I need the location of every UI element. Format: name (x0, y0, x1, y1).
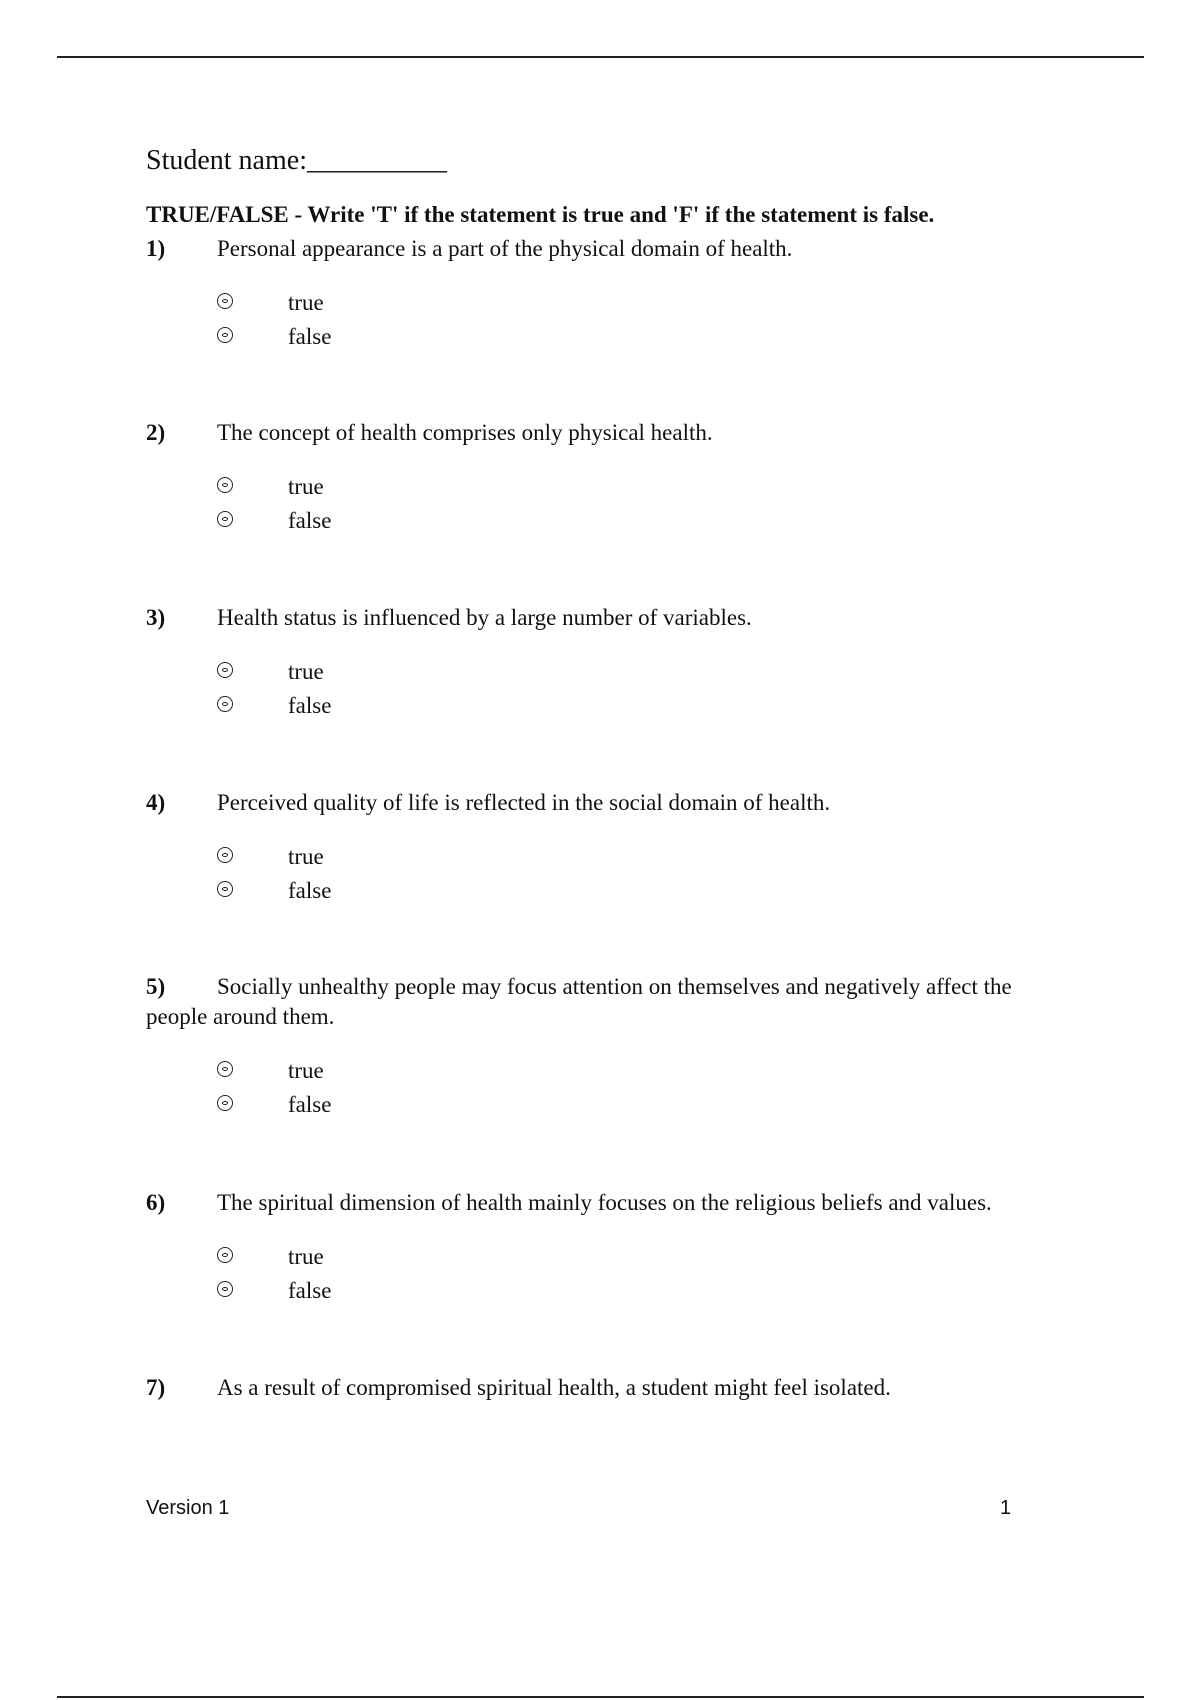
radio-button-icon[interactable] (217, 881, 233, 897)
question-2 (146, 418, 1086, 538)
footer-page-number: 1 (1000, 1497, 1012, 1519)
bottom-rule (57, 1696, 1144, 1698)
radio-button-icon[interactable] (217, 1247, 233, 1263)
question-text: Health status is influenced by a large number of variables. (217, 605, 752, 630)
question-6 (146, 1188, 1086, 1308)
question-text: Personal appearance is a part of the physical domain of health. (217, 236, 793, 261)
question-1 (146, 234, 1086, 354)
footer-version: Version 1 (146, 1497, 230, 1519)
option-false[interactable] (217, 1088, 1066, 1122)
question-number: 7) (146, 1375, 166, 1400)
question-text: As a result of compromised spiritual health, a student might feel isolated. (217, 1375, 891, 1400)
question-text: Perceived quality of life is reflected in the social domain of health. (217, 790, 831, 815)
radio-button-icon[interactable] (217, 293, 233, 309)
radio-button-icon[interactable] (217, 1095, 233, 1111)
question-text: The spiritual dimension of health mainly focuses on the religious beliefs and values. (217, 1190, 992, 1215)
question-7 (146, 1373, 1086, 1403)
question-number: 5) (146, 974, 166, 999)
radio-button-icon[interactable] (217, 1281, 233, 1297)
option-false[interactable] (217, 689, 1086, 723)
option-label: false (288, 1278, 332, 1303)
question-3 (146, 603, 1086, 723)
option-label: false (288, 508, 332, 533)
option-label: true (288, 1244, 324, 1269)
answer-options (217, 655, 1086, 723)
radio-button-icon[interactable] (217, 477, 233, 493)
instructions-heading: TRUE/FALSE - Write 'T' if the statement is true and 'F' if the statement is false. (146, 202, 935, 227)
option-label: true (288, 1058, 324, 1083)
option-true[interactable] (217, 286, 1086, 320)
option-label: false (288, 878, 332, 903)
answer-options (217, 470, 1086, 538)
option-label: false (288, 693, 332, 718)
radio-button-icon[interactable] (217, 696, 233, 712)
option-label: false (288, 324, 332, 349)
top-rule (57, 56, 1144, 58)
option-label: true (288, 659, 324, 684)
option-label: true (288, 290, 324, 315)
radio-button-icon[interactable] (217, 1061, 233, 1077)
question-4 (146, 788, 1086, 908)
answer-options (217, 1054, 1066, 1122)
option-true[interactable] (217, 1054, 1066, 1088)
option-false[interactable] (217, 320, 1086, 354)
answer-options (217, 1240, 1086, 1308)
option-true[interactable] (217, 470, 1086, 504)
answer-options (217, 840, 1086, 908)
option-false[interactable] (217, 874, 1086, 908)
radio-button-icon[interactable] (217, 511, 233, 527)
question-text: Socially unhealthy people may focus attention on themselves and negatively affect the people around them. (146, 974, 1012, 1029)
option-false[interactable] (217, 504, 1086, 538)
option-label: true (288, 474, 324, 499)
option-true[interactable] (217, 840, 1086, 874)
question-5 (146, 972, 1066, 1122)
radio-button-icon[interactable] (217, 847, 233, 863)
option-true[interactable] (217, 655, 1086, 689)
question-number: 4) (146, 790, 166, 815)
question-number: 6) (146, 1190, 166, 1215)
question-number: 2) (146, 420, 166, 445)
question-number: 3) (146, 605, 166, 630)
option-label: false (288, 1092, 332, 1117)
student-name-label: Student name:__________ (146, 145, 447, 176)
question-number: 1) (146, 236, 166, 261)
question-text: The concept of health comprises only physical health. (217, 420, 713, 445)
answer-options (217, 286, 1086, 354)
radio-button-icon[interactable] (217, 327, 233, 343)
option-false[interactable] (217, 1274, 1086, 1308)
option-true[interactable] (217, 1240, 1086, 1274)
option-label: true (288, 844, 324, 869)
radio-button-icon[interactable] (217, 662, 233, 678)
